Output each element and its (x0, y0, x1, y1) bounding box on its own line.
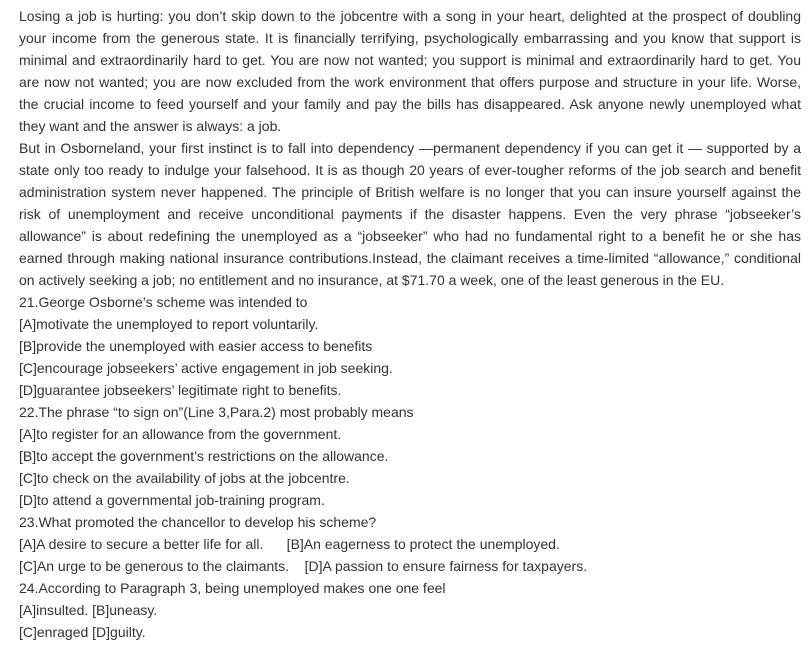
question-22-stem: 22.The phrase “to sign on”(Line 3,Para.2) most probably means (19, 404, 414, 420)
question-23-options-cd: [C]An urge to be generous to the claimants. [D]A passion to ensure fairness for taxpayers. (19, 558, 588, 574)
question-24-stem: 24.According to Paragraph 3, being unemployed makes one one feel (19, 580, 446, 596)
question-23-options-ab: [A]A desire to secure a better life for all. [B]An eagerness to protect the unemployed. (19, 536, 560, 552)
passage-paragraph-1: Losing a job is hurting: you don’t skip down to the jobcentre with a song in your heart, delighted at the prospect of doubling your income from the generous state. It is financially terrifying, psychologically embarrassing and you know that support is minimal and extraordinarily hard to get. You are now not wanted; you support is minimal and extraordinarily hard to get. You are now not wanted; you are now excluded from the work environment that offers purpose and structure in your life. Worse, the crucial income to feed yourself and your family and pay the bills has disappeared. Ask anyone newly unemployed what they want and the answer is always: a job. (19, 8, 801, 134)
question-22-option-b: [B]to accept the government’s restrictions on the allowance. (19, 448, 389, 464)
document-body (19, 5, 801, 643)
question-21-option-a: [A]motivate the unemployed to report voluntarily. (19, 316, 319, 332)
question-22-option-a: [A]to register for an allowance from the government. (19, 426, 342, 442)
question-21-stem: 21.George Osborne’s scheme was intended to (19, 294, 308, 310)
passage-paragraph-2: But in Osborneland, your first instinct is to fall into dependency —permanent dependency if you can get it — supported by a state only too ready to indulge your falsehood. It is as though 20 years of ever-tougher reforms of the job search and benefit administration system never happened. The principle of British welfare is no longer that you can insure yourself against the risk of unemployment and receive unconditional payments if the disaster happens. Even the very phrase “jobseeker’s allowance” is about redefining the unemployed as a “jobseeker” who had no fundamental right to a benefit he or she has earned through making national insurance contributions.Instead, the claimant receives a time-limited “allowance,” conditional on actively seeking a job; no entitlement and no insurance, at $71.70 a week, one of the least generous in the EU. (19, 140, 801, 288)
question-23-stem: 23.What promoted the chancellor to develop his scheme? (19, 514, 377, 530)
question-22-option-d: [D]to attend a governmental job-training program. (19, 492, 325, 508)
question-21-option-d: [D]guarantee jobseekers’ legitimate right to benefits. (19, 382, 342, 398)
question-24-options-cd: [C]enraged [D]guilty. (19, 624, 146, 640)
question-24-options-ab: [A]insulted. [B]uneasy. (19, 602, 158, 618)
question-22-option-c: [C]to check on the availability of jobs at the jobcentre. (19, 470, 350, 486)
question-21-option-b: [B]provide the unemployed with easier access to benefits (19, 338, 373, 354)
question-21-option-c: [C]encourage jobseekers’ active engagement in job seeking. (19, 360, 393, 376)
